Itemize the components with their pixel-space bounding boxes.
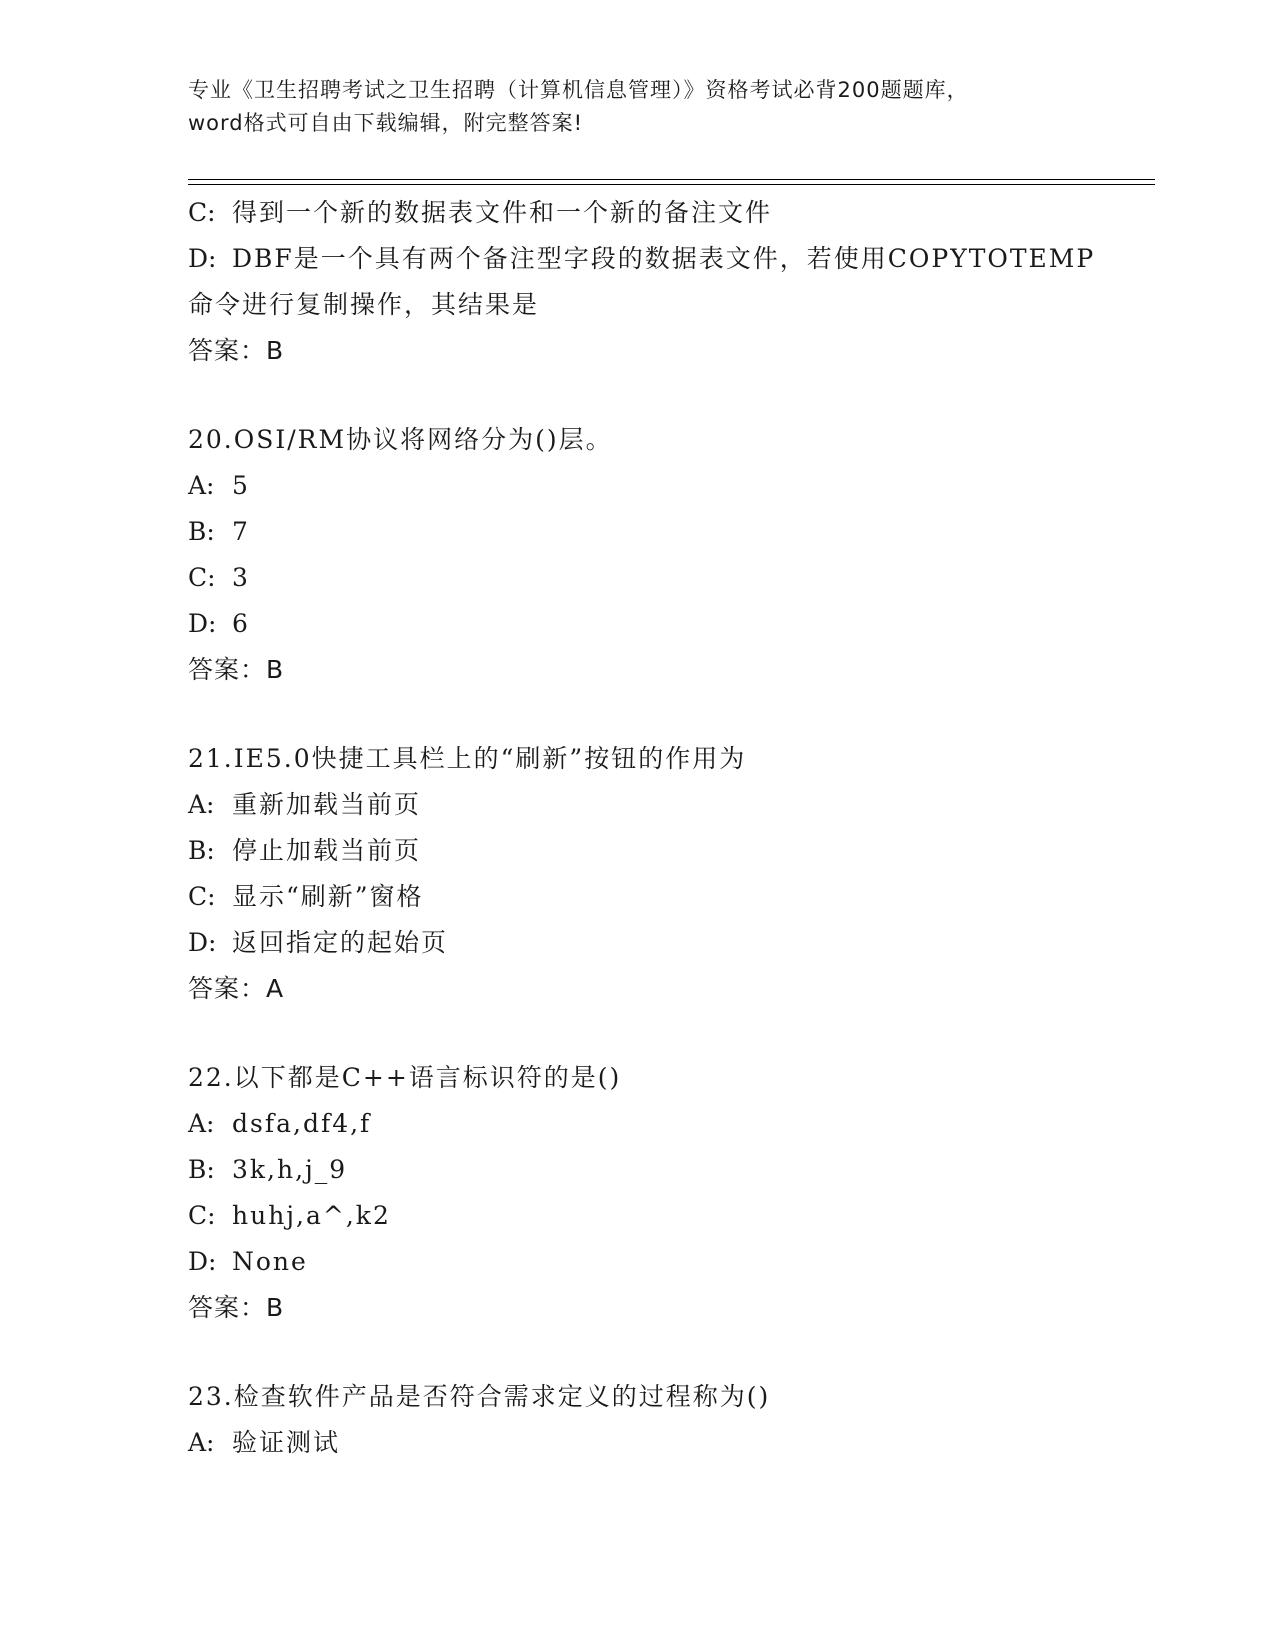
option-text: 显示“刷新”窗格: [232, 882, 424, 911]
option-d: [188, 920, 1138, 966]
spacer: [188, 374, 1138, 417]
header-title-line-2: word格式可自由下载编辑，附完整答案!: [188, 111, 584, 135]
header-title-line-1: 专业《卫生招聘考试之卫生招聘（计算机信息管理）》资格考试必背200题题库，: [188, 78, 969, 102]
option-a: [188, 1101, 1138, 1147]
option-a: [188, 1420, 1138, 1466]
option-c: [188, 555, 1138, 601]
option-label: A:: [188, 1428, 215, 1457]
option-text: dsfa,df4,f: [232, 1109, 372, 1138]
question-block-23: [188, 1374, 1138, 1466]
option-label: C:: [188, 198, 216, 227]
option-b: [188, 509, 1138, 555]
option-b: [188, 828, 1138, 874]
option-c: [188, 874, 1138, 920]
option-c: [188, 1193, 1138, 1239]
option-text: 返回指定的起始页: [232, 928, 449, 957]
option-d: [188, 236, 1138, 282]
option-d: [188, 601, 1138, 647]
option-c: [188, 190, 1138, 236]
option-text: 验证测试: [232, 1428, 341, 1457]
option-label: D:: [188, 1247, 217, 1276]
option-d-continuation: 命令进行复制操作，其结果是: [188, 290, 540, 319]
question-stem: 20.OSI/RM协议将网络分为()层。: [188, 425, 613, 454]
spacer: [188, 1012, 1138, 1055]
option-a: [188, 463, 1138, 509]
option-text: 5: [232, 471, 250, 500]
option-label: A:: [188, 790, 215, 819]
option-text: 6: [232, 609, 250, 638]
question-block-21: [188, 736, 1138, 1012]
question-list: [188, 190, 1138, 1466]
option-text: 停止加载当前页: [232, 836, 422, 865]
header-divider-top: [188, 179, 1155, 180]
header-divider-bottom: [188, 184, 1155, 185]
option-d: [188, 1239, 1138, 1285]
option-text: huhj,a^,k2: [232, 1201, 391, 1230]
spacer: [188, 693, 1138, 736]
option-text: 3k,h,j_9: [232, 1155, 348, 1184]
option-label: C:: [188, 882, 216, 911]
option-label: D:: [188, 609, 217, 638]
question-block-22: [188, 1055, 1138, 1331]
option-text: None: [232, 1247, 308, 1276]
answer-line: 答案：B: [188, 655, 285, 684]
answer-line: 答案：B: [188, 1293, 285, 1322]
document-header: [188, 74, 1088, 140]
option-label: D:: [188, 244, 217, 273]
spacer: [188, 1331, 1138, 1374]
question-stem: 22.以下都是C++语言标识符的是(): [188, 1063, 622, 1092]
prev-question-block: [188, 190, 1138, 374]
question-stem: 23.检查软件产品是否符合需求定义的过程称为(): [188, 1382, 771, 1411]
option-text: 重新加载当前页: [232, 790, 422, 819]
option-label: B:: [188, 836, 215, 865]
option-label: C:: [188, 1201, 216, 1230]
option-label: C:: [188, 563, 216, 592]
option-label: A:: [188, 1109, 215, 1138]
option-text: DBF是一个具有两个备注型字段的数据表文件，若使用COPYTOTEMP: [232, 244, 1096, 273]
option-text: 得到一个新的数据表文件和一个新的备注文件: [232, 198, 773, 227]
option-label: D:: [188, 928, 217, 957]
option-text: 3: [232, 563, 250, 592]
answer-line: 答案：B: [188, 336, 285, 365]
option-label: B:: [188, 1155, 215, 1184]
option-a: [188, 782, 1138, 828]
option-text: 7: [232, 517, 250, 546]
option-b: [188, 1147, 1138, 1193]
answer-line: 答案：A: [188, 974, 285, 1003]
question-block-20: [188, 417, 1138, 693]
option-label: B:: [188, 517, 215, 546]
question-stem: 21.IE5.0快捷工具栏上的“刷新”按钮的作用为: [188, 744, 747, 773]
option-label: A:: [188, 471, 215, 500]
